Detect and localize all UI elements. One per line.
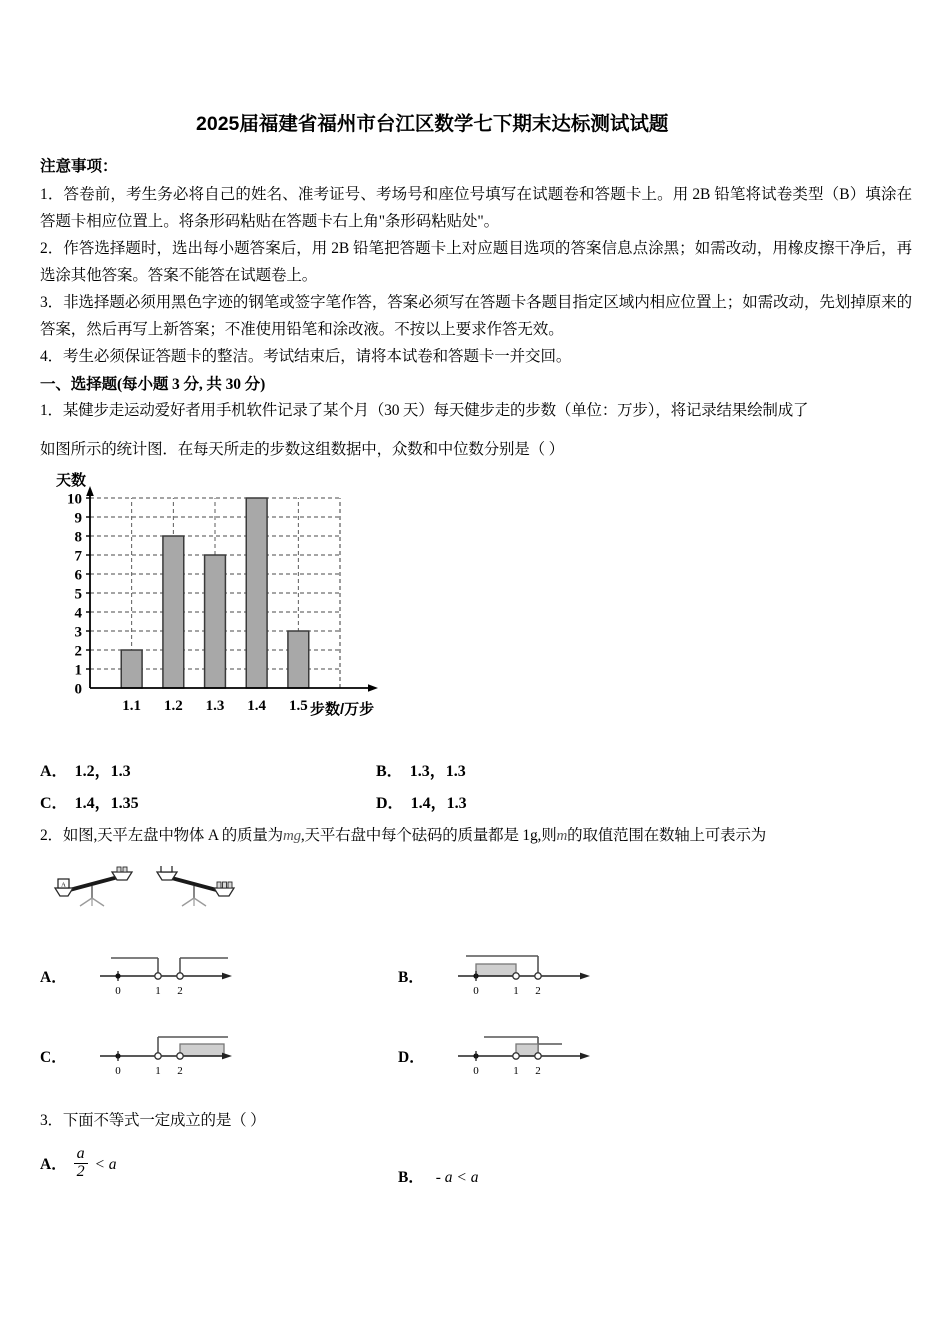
svg-text:4: 4 [74, 605, 82, 622]
question-1-option-b-label: B． [376, 763, 403, 780]
question-3-option-b-relation: < [456, 1169, 467, 1186]
notice-heading: 注意事项： [40, 158, 118, 175]
question-2-text-prefix: 如图,天平左盘中物体 A 的质量为 [62, 827, 283, 844]
numberline-c-tick-0: 0 [115, 1065, 121, 1077]
page-title: 2025届福建省福州市台江区数学七下期末达标测试试题 [196, 113, 669, 135]
notice-item-1: 1．答卷前，考生务必将自己的姓名、准考证号、考场号和座位号填写在试题卷和答题卡上。用 2B 铅笔将试卷类型（B）填涂在答题卡相应位置上。将条形码粘贴在答题卡右上角"条形码粘贴处"。 [40, 186, 912, 230]
svg-text:5: 5 [74, 586, 82, 603]
question-2-option-a-numberline [76, 948, 286, 1000]
question-3-option-b-rhs: a [470, 1169, 479, 1186]
section-heading-multiple-choice: 一、选择题(每小题 3 分, 共 30 分) [40, 376, 266, 393]
svg-text:10: 10 [67, 491, 82, 508]
question-2-option-a-label: A． [40, 969, 67, 986]
question-2-stem [40, 823, 920, 849]
bar-chart-svg [52, 466, 402, 724]
fraction-numerator: a [76, 1145, 85, 1162]
question-1-option-b[interactable] [376, 758, 466, 781]
svg-text:7: 7 [74, 548, 82, 565]
question-2-number: 2． [40, 827, 63, 844]
svg-text:8: 8 [74, 529, 82, 546]
numberline-b-tick-1: 1 [513, 985, 519, 997]
svg-text:0: 0 [74, 681, 82, 698]
numberline-c-tick-2: 2 [177, 1065, 183, 1077]
question-1-option-a-label: A． [40, 763, 68, 780]
question-3-number: 3． [40, 1112, 63, 1129]
question-2-option-c-label: C． [40, 1049, 67, 1066]
question-2-text-mid: ,天平右盘中每个砝码的质量都是 1g,则 [300, 827, 557, 844]
question-3-option-a-label: A． [40, 1155, 67, 1173]
svg-text:1.5: 1.5 [288, 698, 308, 714]
question-2-option-b-numberline [434, 948, 644, 1000]
balance-left-object-label: A [61, 881, 66, 889]
question-1-text-line1: 某健步走运动爱好者用手机软件记录了某个月（30 天）每天健步走的步数（单位：万步），将记录结果绘制成了 [62, 402, 809, 419]
svg-text:1: 1 [74, 662, 82, 679]
notice-section [40, 155, 912, 370]
numberline-b-tick-0: 0 [473, 985, 479, 997]
question-2-option-c-numberline [76, 1028, 286, 1080]
question-3-option-b-lhs: - a [435, 1169, 453, 1186]
balance-scales-figure [46, 866, 246, 908]
chart-x-tick-labels [122, 698, 307, 714]
chart-x-axis-label: 步数/万步 [310, 701, 375, 718]
question-1-option-d-text: 1.4，1.3 [410, 795, 467, 812]
question-3-option-b[interactable] [398, 1165, 478, 1187]
question-2-option-d-numberline [434, 1028, 644, 1080]
svg-text:9: 9 [74, 510, 82, 527]
question-1-option-d[interactable] [376, 790, 467, 813]
question-3-option-a[interactable] [40, 1145, 117, 1183]
svg-text:6: 6 [74, 567, 82, 584]
question-2-option-b-label: B． [398, 969, 424, 986]
numberline-a-tick-1: 1 [155, 985, 161, 997]
question-3-text: 下面不等式一定成立的是（ ） [62, 1112, 266, 1129]
svg-text:1.1: 1.1 [122, 698, 142, 714]
numberline-d-tick-1: 1 [513, 1065, 519, 1077]
question-2-option-d-label: D． [398, 1049, 425, 1066]
svg-text:2: 2 [74, 643, 82, 660]
question-1-option-d-label: D． [376, 795, 404, 812]
question-1-option-c[interactable] [40, 790, 139, 813]
numberline-a-tick-2: 2 [177, 985, 183, 997]
question-3-option-a-rhs: a [108, 1155, 117, 1173]
chart-y-axis-label: 天数 [56, 472, 87, 489]
question-1-option-c-text: 1.4，1.35 [74, 795, 139, 812]
question-2-text-suffix: 的取值范围在数轴上可表示为 [567, 827, 767, 844]
balance-scales-svg [46, 866, 246, 908]
svg-text:3: 3 [74, 624, 82, 641]
question-1-stem-line2: 如图所示的统计图．在每天所走的步数这组数据中，众数和中位数分别是（ ） [40, 441, 564, 458]
question-1-option-b-text: 1.3，1.3 [409, 763, 466, 780]
fraction-denominator: 2 [74, 1163, 88, 1181]
numberline-b-tick-2: 2 [535, 985, 541, 997]
svg-text:1.4: 1.4 [247, 698, 267, 714]
numberline-c-tick-1: 1 [155, 1065, 161, 1077]
balance-scale-left [55, 867, 132, 906]
question-1-option-a[interactable] [40, 758, 131, 781]
numberline-d-tick-0: 0 [473, 1065, 479, 1077]
question-3-option-b-label: B． [398, 1169, 424, 1186]
svg-text:1.2: 1.2 [163, 698, 183, 714]
steps-bar-chart [52, 466, 402, 724]
notice-item-2: 2．作答选择题时，选出每小题答案后，用 2B 铅笔把答题卡上对应题目选项的答案信息点涂黑；如需改动，用橡皮擦干净后，再选涂其他答案。答案不能答在试题卷上。 [40, 240, 912, 284]
svg-text:1.3: 1.3 [205, 698, 225, 714]
question-3-option-a-relation: < [94, 1155, 105, 1173]
question-2-variable-m: m [556, 828, 568, 844]
numberline-d-tick-2: 2 [535, 1065, 541, 1077]
balance-scale-right [157, 866, 234, 906]
question-1-number: 1． [40, 402, 63, 419]
notice-item-4: 4．考生必须保证答题卡的整洁。考试结束后，请将本试卷和答题卡一并交回。 [40, 348, 572, 365]
chart-y-ticks [67, 492, 90, 698]
question-1-option-c-label: C． [40, 795, 68, 812]
question-3-stem [40, 1108, 265, 1130]
question-1-option-a-text: 1.2，1.3 [74, 763, 131, 780]
question-1-stem-line1 [40, 398, 912, 424]
fraction-a-over-2 [74, 1146, 88, 1181]
question-2-variable-mg: mg [282, 828, 301, 844]
notice-item-3: 3．非选择题必须用黑色字迹的钢笔或签字笔作答，答案必须写在答题卡各题目指定区域内相应位置上；如需改动，先划掉原来的答案，然后再写上新答案；不准使用铅笔和涂改液。不按以上要求作答无效。 [40, 294, 912, 338]
numberline-a-tick-0: 0 [115, 985, 121, 997]
